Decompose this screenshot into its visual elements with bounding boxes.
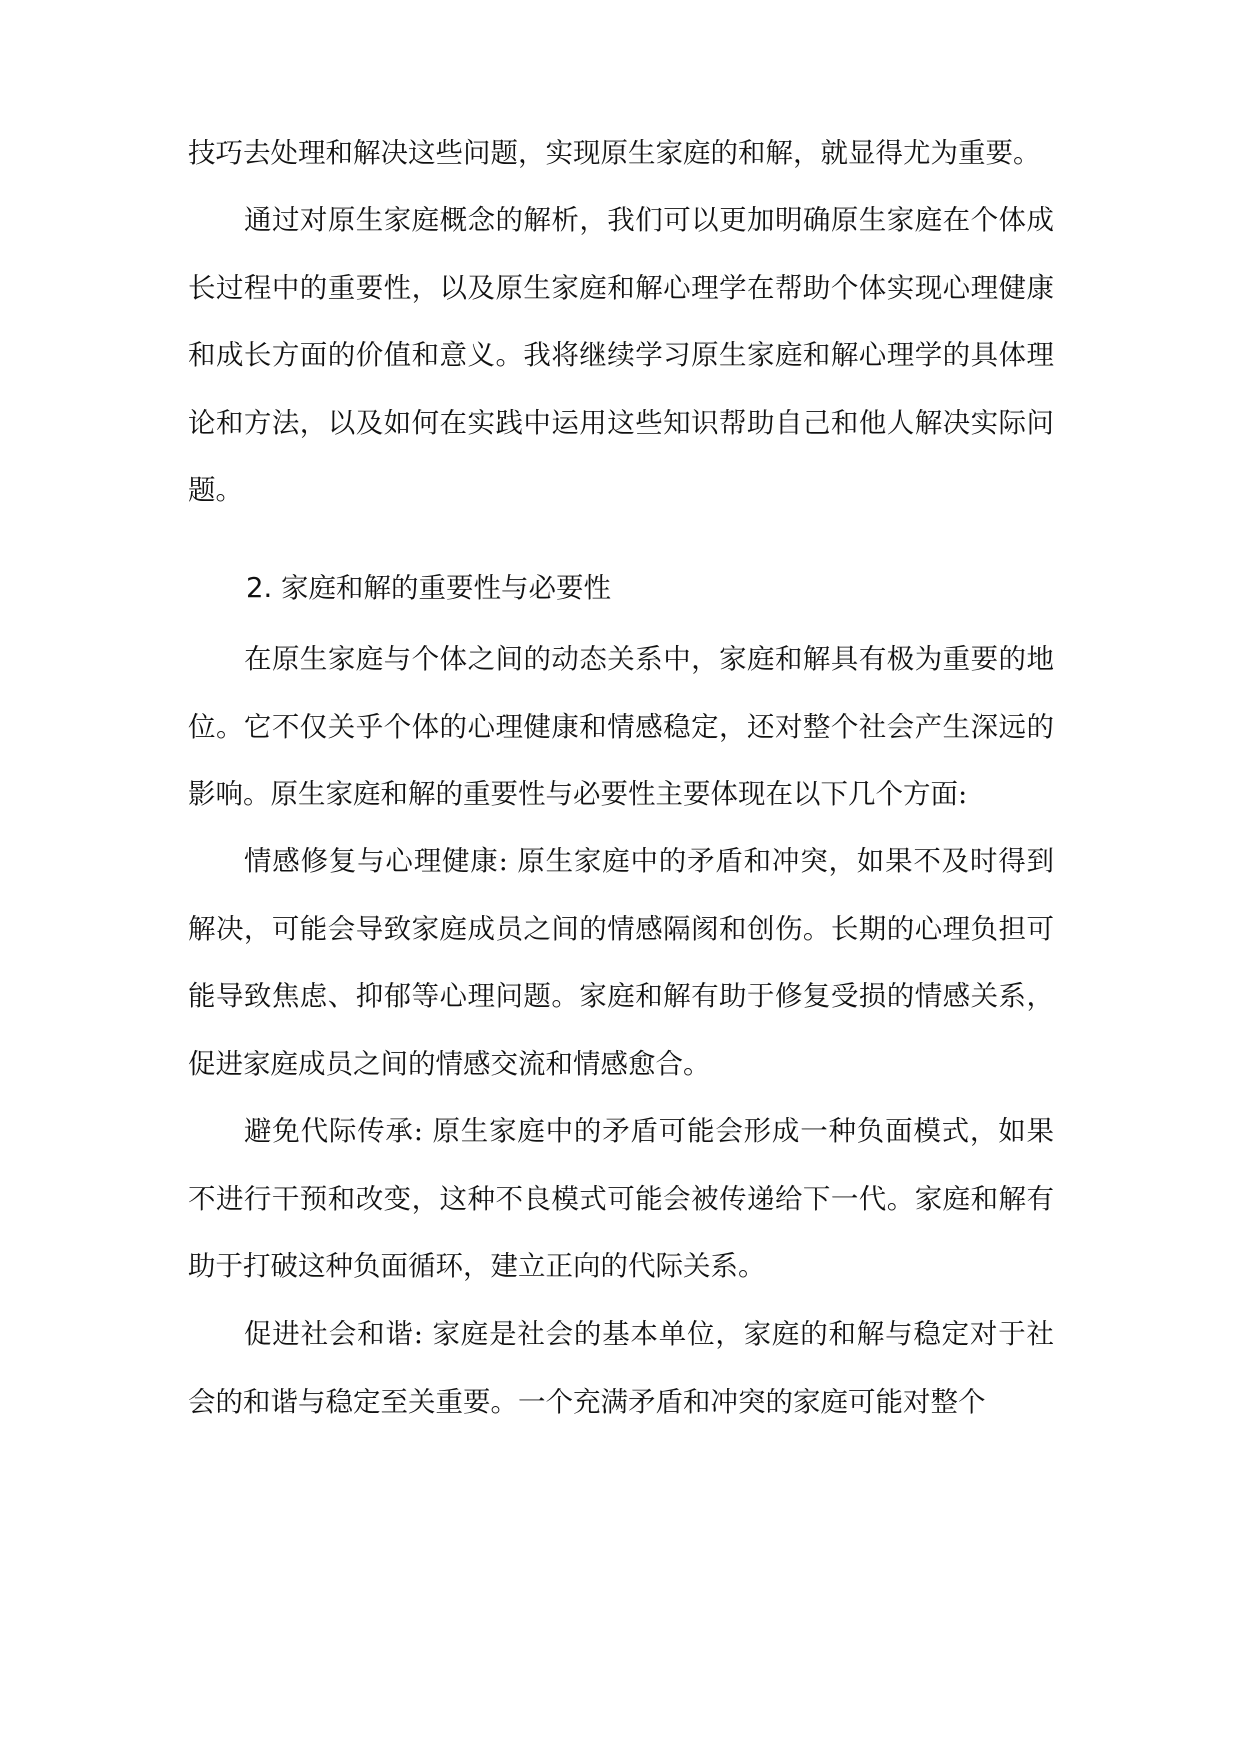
paragraph-reconciliation-intro: 在原生家庭与个体之间的动态关系中，家庭和解具有极为重要的地位。它不仅关乎个体的心理健康和情感稳定，还对整个社会产生深远的影响。原生家庭和解的重要性与必要性主要体现在以下几个方面:	[188, 643, 1054, 810]
paragraph-continuation: 技巧去处理和解决这些问题，实现原生家庭的和解，就显得尤为重要。	[188, 137, 1041, 169]
paragraph-emotional-repair: 情感修复与心理健康: 原生家庭中的矛盾和冲突，如果不及时得到解决，可能会导致家庭成员之间的情感隔阂和创伤。长期的心理负担可能导致焦虑、抑郁等心理问题。家庭和解有助于修复受损的情感关系，促进家庭成员之间的情感交流和情感愈合。	[188, 845, 1054, 1080]
paragraph-social-harmony: 促进社会和谐: 家庭是社会的基本单位，家庭的和解与稳定对于社会的和谐与稳定至关重要。一个充满矛盾和冲突的家庭可能对整个	[188, 1318, 1054, 1418]
paragraph-family-concept: 通过对原生家庭概念的解析，我们可以更加明确原生家庭在个体成长过程中的重要性，以及原生家庭和解心理学在帮助个体实现心理健康和成长方面的价值和意义。我将继续学习原生家庭和解心理学的具体理论和方法，以及如何在实践中运用这些知识帮助自己和他人解决实际问题。	[188, 204, 1054, 506]
paragraph-intergenerational: 避免代际传承: 原生家庭中的矛盾可能会形成一种负面模式，如果不进行干预和改变，这种不良模式可能会被传递给下一代。家庭和解有助于打破这种负面循环，建立正向的代际关系。	[188, 1115, 1054, 1282]
section-heading: 2. 家庭和解的重要性与必要性	[246, 572, 611, 604]
